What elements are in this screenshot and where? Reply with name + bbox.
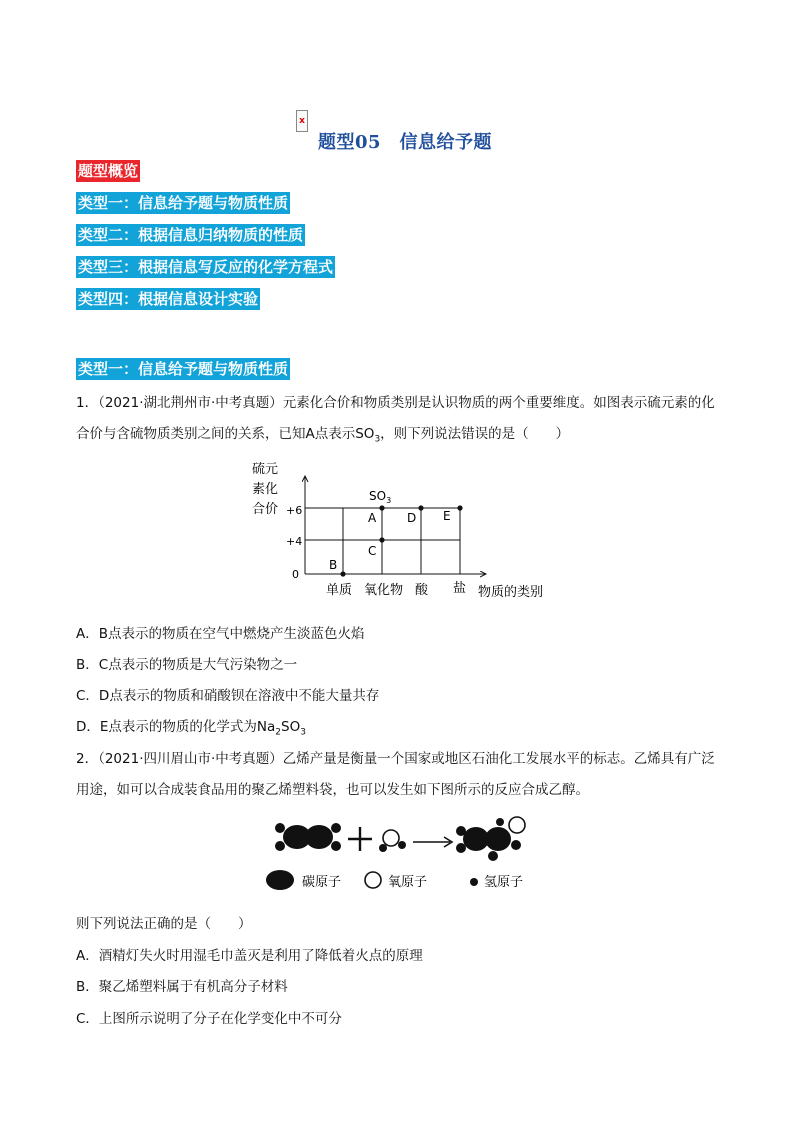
legend-oxygen: 氧原子 (388, 875, 428, 890)
chart-points (329, 505, 463, 576)
q1-stem-line1: 1．（2021·湖北荆州市·中考真题）元素化合价和物质类别是认识物质的两个重要维度。如图表示硫元素的化 (76, 395, 715, 411)
q1-option-d[interactable]: D．E点表示的物质的化学式为$Na_2SO_3$ (76, 719, 306, 738)
point-label-b: B (329, 558, 338, 572)
x-cat-3: 酸 (415, 583, 429, 598)
point-c (379, 537, 384, 542)
point-b (340, 571, 345, 576)
q2-prompt: 则下列说法正确的是（ ） (76, 916, 252, 932)
reaction-arrow (413, 837, 452, 847)
y-axis-title-3: 合价 (252, 502, 279, 517)
q1-option-c[interactable]: C．D点表示的物质和硝酸钡在溶液中不能大量共存 (76, 688, 380, 704)
point-a (379, 505, 384, 510)
point-label-c: C (368, 544, 377, 558)
point-label-e: E (443, 509, 451, 523)
y-axis-title-1: 硫元 (252, 462, 279, 477)
q2-option-b[interactable]: B．聚乙烯塑料属于有机高分子材料 (76, 979, 288, 995)
point-e (457, 505, 462, 510)
overview-type-4[interactable]: 类型四：根据信息设计实验 (78, 290, 259, 308)
water-molecule (379, 830, 406, 852)
point-d (418, 505, 423, 510)
ethanol-molecule (456, 817, 525, 861)
q2-stem-line1: 2．（2021·四川眉山市·中考真题）乙烯产量是衡量一个国家或地区石油化工发展水平的标志。乙烯具有广泛 (76, 751, 715, 767)
y-tick-4: +4 (286, 535, 303, 548)
x-cat-1: 单质 (326, 583, 353, 598)
x-cat-4: 盐 (453, 581, 467, 596)
legend-hydrogen: 氢原子 (484, 875, 524, 890)
legend-carbon: 碳原子 (302, 875, 342, 890)
plus-sign (348, 827, 372, 851)
overview-type-3[interactable]: 类型三：根据信息写反应的化学方程式 (78, 258, 334, 276)
q1-stem-line2: 合价与含硫物质类别之间的关系，已知A点表示$SO_3$，则下列说法错误的是（ ） (76, 426, 570, 445)
q2-option-a[interactable]: A．酒精灯失火时用湿毛巾盖灭是利用了降低着火点的原理 (76, 948, 423, 964)
point-label-a: A (368, 511, 377, 525)
x-cat-2: 氧化物 (364, 583, 404, 598)
y-tick-0: 0 (292, 568, 299, 581)
reaction-diagram (262, 812, 542, 896)
atom-legend (266, 870, 523, 890)
valence-class-chart (248, 462, 558, 602)
overview-heading: 题型概览 (78, 162, 139, 180)
y-tick-6: +6 (286, 504, 303, 517)
broken-image-icon: x (296, 110, 308, 132)
ethylene-molecule (275, 823, 341, 851)
overview-type-2[interactable]: 类型二：根据信息归纳物质的性质 (78, 226, 304, 244)
section-heading: 类型一：信息给予题与物质性质 (78, 360, 289, 378)
so3-label: $SO_3$ (369, 489, 392, 505)
q1-option-a[interactable]: A．B点表示的物质在空气中燃烧产生淡蓝色火焰 (76, 626, 365, 642)
q1-option-b[interactable]: B．C点表示的物质是大气污染物之一 (76, 657, 298, 673)
page-title: 题型05 信息给予题 (318, 132, 493, 153)
x-axis-title: 物质的类别 (478, 585, 544, 600)
overview-type-1[interactable]: 类型一：信息给予题与物质性质 (78, 194, 289, 212)
point-label-d: D (407, 511, 417, 525)
q2-stem-line2: 用途，如可以合成装食品用的聚乙烯塑料袋，也可以发生如下图所示的反应合成乙醇。 (76, 782, 589, 798)
q2-option-c[interactable]: C．上图所示说明了分子在化学变化中不可分 (76, 1011, 342, 1027)
y-axis-title-2: 素化 (252, 482, 279, 497)
